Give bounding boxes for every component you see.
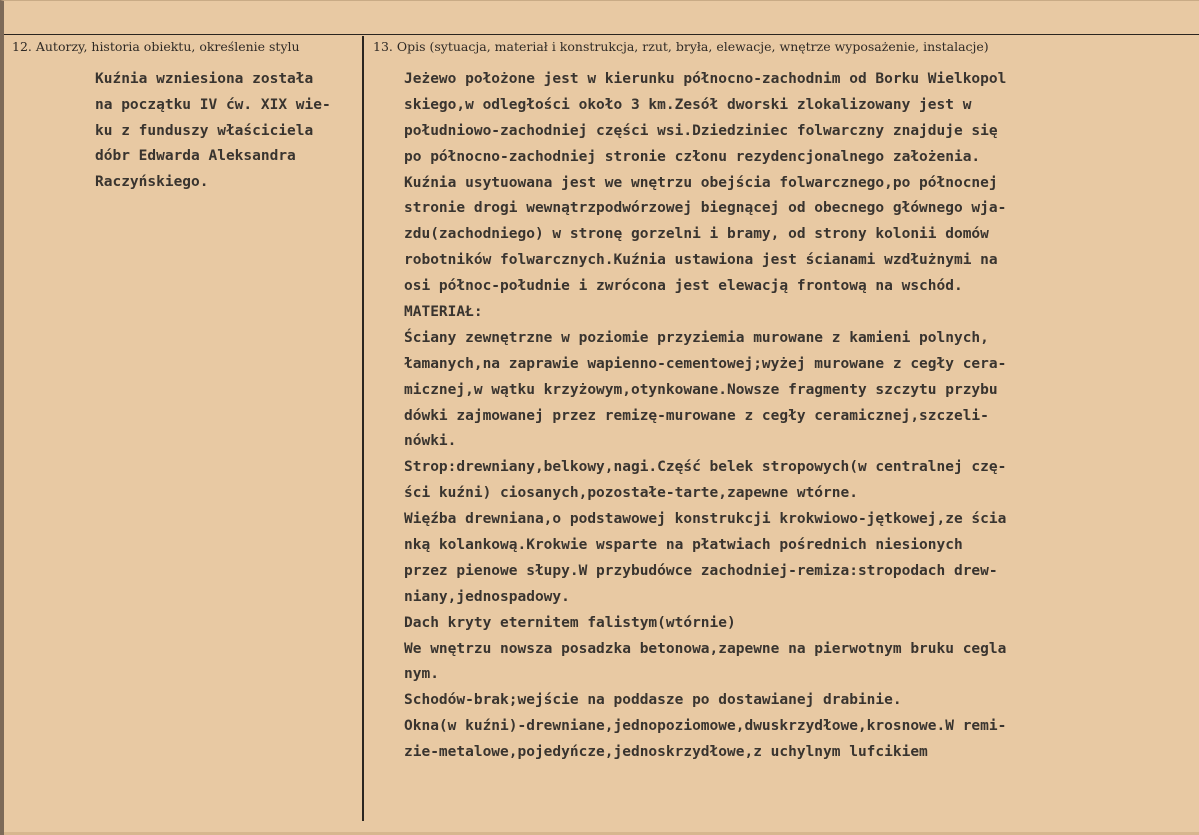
column-divider [362, 36, 364, 821]
text-line: na początku IV ćw. XIX wie- [95, 96, 331, 113]
text-line: We wnętrzu nowsza posadzka betonowa,zapewne na pierwotnym bruku cegla [404, 640, 1007, 657]
header-rule [4, 34, 1199, 35]
text-line: robotników folwarcznych.Kuźnia ustawiona jest ścianami wzdłużnymi na [404, 252, 998, 269]
text-line: osi północ-południe i zwrócona jest elewacją frontową na wschód. [404, 278, 963, 295]
section-13-header: 13. Opis (sytuacja, materiał i konstrukcja, rzut, bryła, elewacje, wnętrze wyposażenie, instalacje) [373, 39, 989, 54]
text-line: ści kuźni) ciosanych,pozostałe-tarte,zapewne wtórne. [404, 485, 858, 502]
text-line: dówki zajmowanej przez remizę-murowane z cegły ceramicznej,szczeli- [404, 407, 989, 424]
authors-history-text [95, 67, 331, 196]
text-line: nką kolankową.Krokwie wsparte na płatwiach pośrednich niesionych [404, 537, 963, 554]
text-line: nówki. [404, 433, 457, 450]
text-line: po północno-zachodniej stronie członu rezydencjonalnego założenia. [404, 148, 981, 165]
text-line: ku z funduszy właściciela [95, 122, 314, 139]
text-line: zie-metalowe,pojedyńcze,jednoskrzydłowe,z uchylnym lufcikiem [404, 744, 928, 761]
text-line: przez pienowe słupy.W przybudówce zachodniej-remiza:stropodach drew- [404, 562, 998, 579]
text-line: Kuźnia usytuowana jest we wnętrzu obejścia folwarcznego,po północnej [404, 174, 998, 191]
text-line: stronie drogi wewnątrzpodwórzowej biegnącej od obecnego głównego wja- [404, 200, 1007, 217]
text-line: Jeżewo położone jest w kierunku północno-zachodnim od Borku Wielkopol [404, 71, 1007, 87]
text-line: Strop:drewniany,belkowy,nagi.Część belek stropowych(w centralnej czę- [404, 459, 1007, 476]
text-line: Dach kryty eternitem falistym(wtórnie) [404, 614, 736, 631]
text-line: łamanych,na zaprawie wapienno-cementowej;wyżej murowane z cegły cera- [404, 355, 1007, 372]
text-line: Schodów-brak;wejście na poddasze po dostawianej drabinie. [404, 692, 902, 709]
text-line: zdu(zachodniego) w stronę gorzelni i bramy, od strony kolonii domów [404, 226, 989, 243]
text-line: Kuźnia wzniesiona została [95, 71, 314, 87]
text-line: Okna(w kuźni)-drewniane,jednopoziomowe,dwuskrzydłowe,krosnowe.W remi- [404, 718, 1007, 735]
material-heading: MATERIAŁ: [404, 304, 483, 321]
text-line: micznej,w wątku krzyżowym,otynkowane.Nowsze fragmenty szczytu przybu [404, 381, 998, 398]
text-line: Raczyńskiego. [95, 174, 209, 191]
text-line: południowo-zachodniej części wsi.Dziedziniec folwarczny znajduje się [404, 122, 998, 139]
description-text [404, 67, 1006, 766]
text-line: Więźba drewniana,o podstawowej konstrukcji krokwiowo-jętkowej,ze ścia [404, 511, 1007, 528]
section-12-header: 12. Autorzy, historia obiektu, określenie stylu [12, 39, 300, 54]
text-line: nym. [404, 666, 439, 683]
text-line: niany,jednospadowy. [404, 588, 570, 605]
text-line: dóbr Edwarda Aleksandra [95, 148, 296, 165]
text-line: skiego,w odległości około 3 km.Zesół dworski zlokalizowany jest w [404, 96, 972, 113]
text-line: Ściany zewnętrzne w poziomie przyziemia murowane z kamieni polnych, [404, 329, 989, 346]
